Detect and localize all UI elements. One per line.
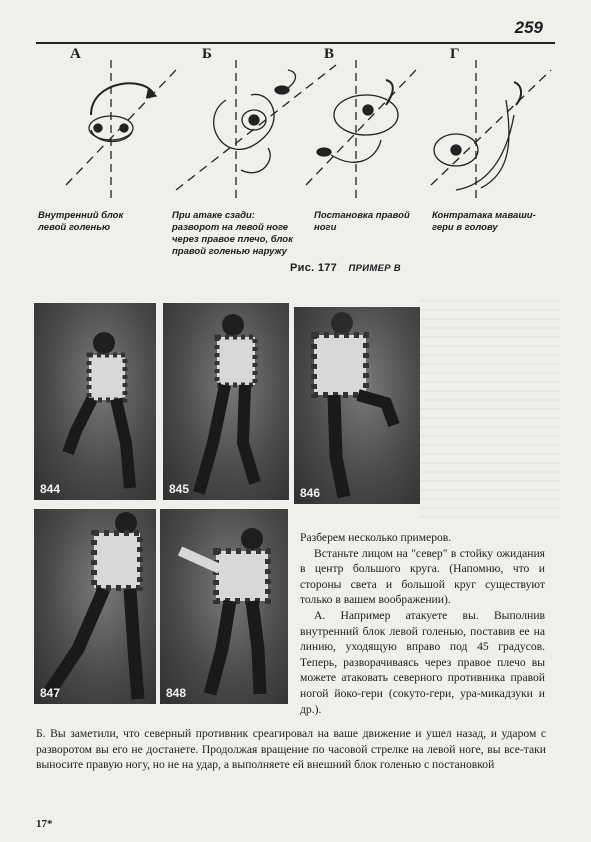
full-width-text [36, 726, 546, 773]
page-number: 259 [514, 18, 543, 37]
panel-letter-a: А [70, 46, 81, 62]
bleed-through-area [420, 300, 560, 520]
person-figure [34, 509, 156, 704]
caption-b: При атаке сзади: разворот на левой ноге через правое плечо, блок правой голенью наружу [172, 210, 293, 257]
photo-848 [160, 509, 288, 704]
panel-letter-g: Г [450, 46, 460, 62]
photo-847 [34, 509, 156, 704]
photo-number-847: 847 [40, 686, 61, 700]
photo-number-844: 844 [40, 482, 61, 496]
paragraph-b: Б. Вы заметили, что северный противник среагировал на ваше движение и ушел назад, и ударом с разворотом вы его не достанете. Продолжая вращение по часовой стрелке на левой ноге, вы все-таки выносите правую ногу, но не на удар, а выполняете ей внешний блок голенью с постановкой [36, 727, 546, 772]
person-figure [294, 307, 420, 504]
figure-title [290, 262, 401, 274]
person-figure [34, 303, 156, 500]
photo-844 [34, 303, 156, 500]
signature-mark: 17* [36, 818, 53, 830]
paragraph-a: А. Например атакуете вы. Выполнив внутренний блок левой голенью, поставив ее на линию, уходящую вправо под 45 градусов. Теперь, разворачиваясь через правое плечо вы можете атаковать северного противника правой ногой йоко-гери (сокуто-гери, ура-микадзуки и др.). [300, 608, 545, 716]
panel-a-diagram [66, 60, 176, 200]
caption-v: Постановка правой ноги [314, 210, 410, 233]
right-column-text [300, 530, 545, 717]
paragraph-intro: Разберем несколько примеров. [300, 531, 452, 544]
panel-v-diagram [306, 60, 416, 200]
panel-letter-b: Б [202, 46, 212, 62]
panel-letter-v: В [324, 46, 335, 62]
header-rule [36, 42, 555, 44]
figure-subtitle: ПРИМЕР В [348, 263, 401, 274]
person-figure [160, 509, 288, 704]
caption-g: Контратака маваши-гери в голову [432, 210, 536, 233]
paragraph-stance: Встаньте лицом на "север" в стойку ожидания в центр большого круга. (Напомню, что и стороны света и большой круг существуют только в вашем воображении). [300, 546, 545, 607]
person-figure [163, 303, 289, 500]
photo-845 [163, 303, 289, 500]
panel-g-diagram [431, 60, 551, 200]
caption-a: Внутренний блок левой голенью [38, 210, 124, 233]
figure-number: Рис. 177 [290, 262, 338, 274]
stance-diagram [36, 60, 556, 210]
photo-846 [294, 307, 420, 504]
photo-number-848: 848 [166, 686, 187, 700]
photo-number-846: 846 [300, 486, 321, 500]
photo-number-845: 845 [169, 482, 190, 496]
